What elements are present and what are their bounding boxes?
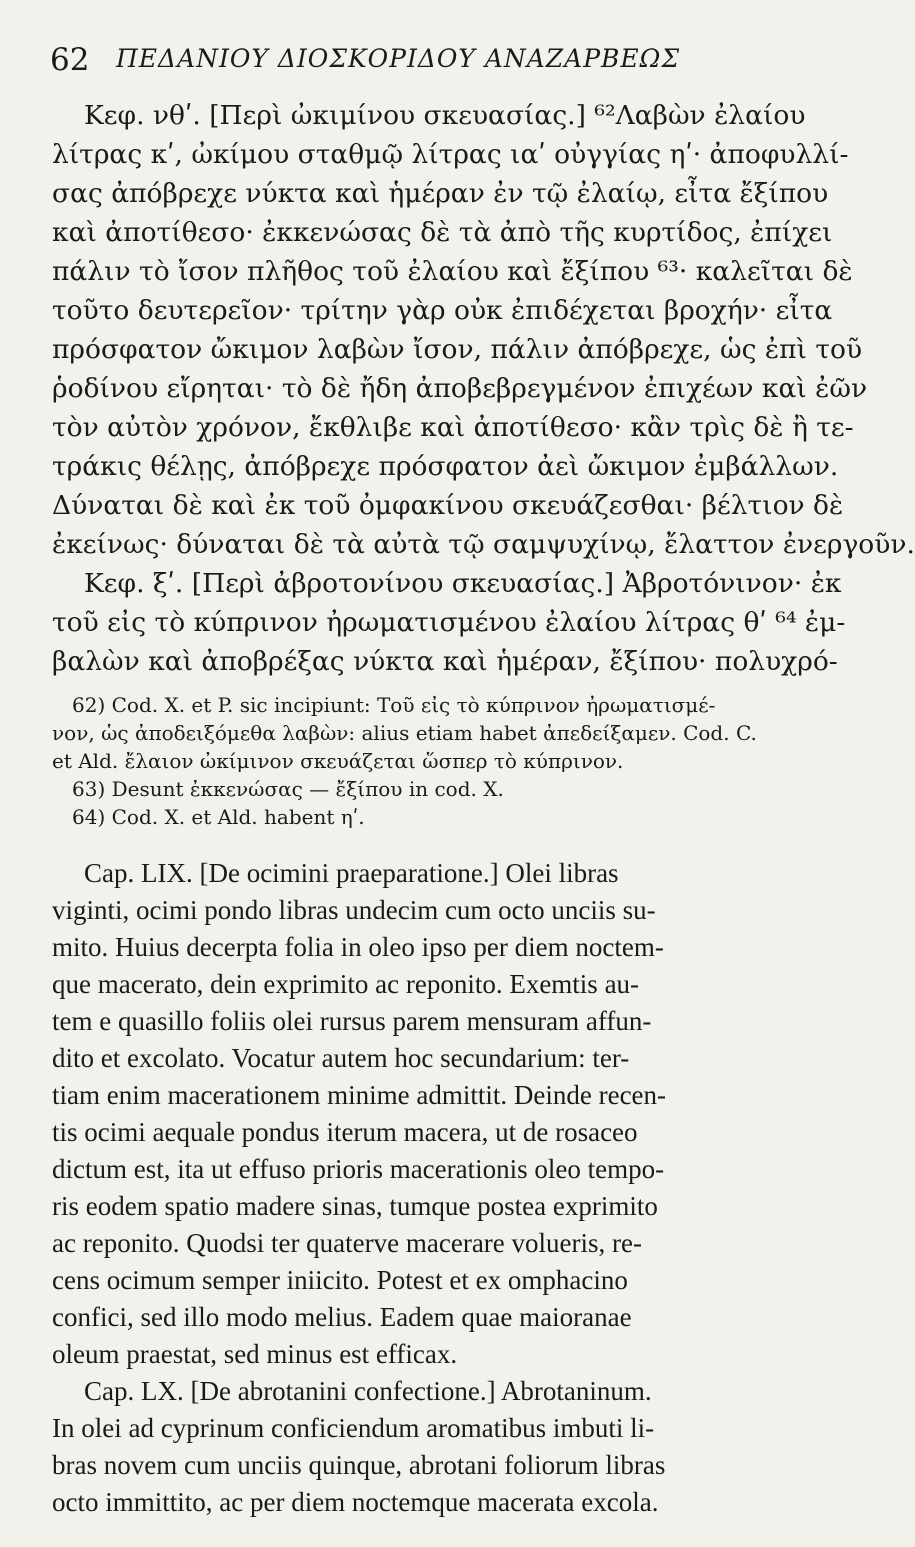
greek-line: ῥοδίνου εἴρηται· τὸ δὲ ἤδη ἀποβεβρεγμένον ἐπιχέων καὶ ἐῶν <box>52 373 868 404</box>
latin-line: Cap. LX. [De abrotanini confectione.] Abrotaninum. <box>84 1376 652 1406</box>
footnote-line: νον, ὡς ἀποδειξόμεθα λαβὼν: alius etiam habet ἀπεδείξαμεν. Cod. C. <box>52 721 757 745</box>
latin-line: cens ocimum semper iniicito. Potest et ex omphacino <box>52 1265 628 1295</box>
greek-line: τοῦ εἰς τὸ κύπρινον ἠρωματισμένου ἐλαίου λίτρας θʹ ⁶⁴ ἐμ- <box>52 607 846 638</box>
greek-line: Κεφ. νθʹ. [Περὶ ὠκιμίνου σκευασίας.] ⁶²Λαβὼν ἐλαίου <box>84 100 806 131</box>
greek-line: τὸν αὐτὸν χρόνον, ἔκθλιβε καὶ ἀποτίθεσο· κἂν τρὶς δὲ ἢ τε- <box>52 412 854 443</box>
greek-line: πάλιν τὸ ἴσον πλῆθος τοῦ ἐλαίου καὶ ἔξίπου ⁶³· καλεῖται δὲ <box>52 256 853 287</box>
page-header <box>0 36 800 86</box>
footnote-line: 63) Desunt ἐκκενώσας — ἔξίπου in cod. X. <box>72 777 504 801</box>
greek-line: τράκις θέλῃς, ἀπόβρεχε πρόσφατον ἀεὶ ὤκιμον ἐμβάλλων. <box>52 451 839 482</box>
latin-line: ris eodem spatio madere sinas, tumque postea exprimito <box>52 1191 658 1221</box>
latin-line: que macerato, dein exprimito ac reponito. Exemtis au- <box>52 969 640 999</box>
latin-line: confici, sed illo modo melius. Eadem quae maioranae <box>52 1302 632 1332</box>
latin-line: mito. Huius decerpta folia in oleo ipso per diem noctem- <box>52 932 664 962</box>
latin-line: tem e quasillo foliis olei rursus parem mensuram affun- <box>52 1006 652 1036</box>
latin-line: viginti, ocimi pondo libras undecim cum octo unciis su- <box>52 895 656 925</box>
greek-line: Κεφ. ξʹ. [Περὶ ἀβροτονίνου σκευασίας.] Ἀβροτόνινον· ἐκ <box>84 568 842 599</box>
footnote-line: 62) Cod. X. et P. sic incipiunt: Τοῦ εἰς τὸ κύπρινον ἠρωματισμέ- <box>72 693 716 717</box>
latin-line: tis ocimi aequale pondus iterum macera, ut de rosaceo <box>52 1117 638 1147</box>
greek-line: Δύναται δὲ καὶ ἐκ τοῦ ὀμφακίνου σκευάζεσθαι· βέλτιον δὲ <box>52 490 844 521</box>
latin-line: Cap. LIX. [De ocimini praeparatione.] Olei libras <box>84 858 619 888</box>
greek-line: βαλὼν καὶ ἀποβρέξας νύκτα καὶ ἡμέραν, ἔξίπου· πολυχρό- <box>52 646 838 677</box>
latin-line: octo immittito, ac per diem noctemque macerata excola. <box>52 1487 659 1517</box>
latin-line: ac reponito. Quodsi ter quaterve macerare volueris, re- <box>52 1228 642 1258</box>
latin-line: tiam enim macerationem minime admittit. Deinde recen- <box>52 1080 667 1110</box>
latin-line: dictum est, ita ut effuso prioris macerationis oleo tempo- <box>52 1154 665 1184</box>
running-head: ΠΕΔΑΝΙΟΥ ΔΙΟΣΚΟΡΙΔΟΥ ΑΝΑΖΑΡΒΕΩΣ <box>116 44 681 73</box>
greek-line: ἐκείνως· δύναται δὲ τὰ αὐτὰ τῷ σαμψυχίνῳ, ἔλαττον ἐνεργοῦν. <box>52 529 915 560</box>
page-number: 62 <box>50 42 90 78</box>
greek-line: λίτρας κʹ, ὠκίμου σταθμῷ λίτρας ιαʹ οὐγγίας ηʹ· ἀποφυλλί- <box>52 139 849 170</box>
footnote-line: 64) Cod. X. et Ald. habent ηʹ. <box>72 805 365 829</box>
greek-line: τοῦτο δευτερεῖον· τρίτην γὰρ οὐκ ἐπιδέχεται βροχήν· εἶτα <box>52 295 833 326</box>
footnote-line: et Ald. ἔλαιον ὠκίμινον σκευάζεται ὥσπερ τὸ κύπρινον. <box>52 749 624 773</box>
latin-line: oleum praestat, sed minus est efficax. <box>52 1339 458 1369</box>
greek-line: πρόσφατον ὤκιμον λαβὼν ἴσον, πάλιν ἀπόβρεχε, ὡς ἐπὶ τοῦ <box>52 334 863 365</box>
latin-line: bras novem cum unciis quinque, abrotani foliorum libras <box>52 1450 666 1480</box>
latin-line: dito et excolato. Vocatur autem hoc secundarium: ter- <box>52 1043 630 1073</box>
greek-line: σας ἀπόβρεχε νύκτα καὶ ἡμέραν ἐν τῷ ἐλαίῳ, εἶτα ἔξίπου <box>52 178 829 209</box>
greek-line: καὶ ἀποτίθεσο· ἐκκενώσας δὲ τὰ ἀπὸ τῆς κυρτίδος, ἐπίχει <box>52 217 833 248</box>
latin-line: In olei ad cyprinum conficiendum aromatibus imbuti li- <box>52 1413 655 1443</box>
